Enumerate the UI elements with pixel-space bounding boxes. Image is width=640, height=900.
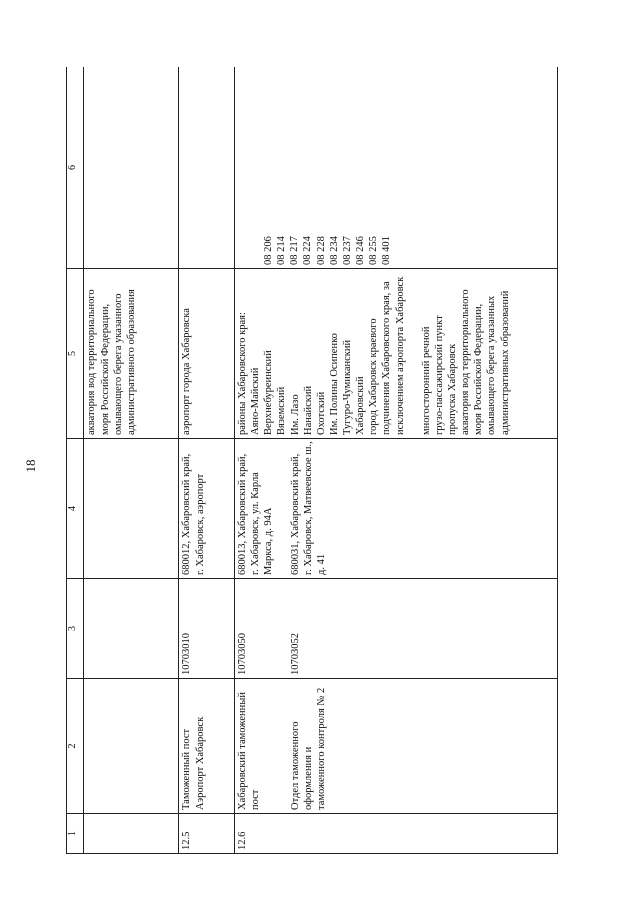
column-header-2: 2 bbox=[67, 679, 84, 814]
okato-code: 08 224 bbox=[302, 236, 314, 265]
cell-num: 12.5 bbox=[179, 814, 235, 854]
text-line: д. 41 bbox=[315, 553, 327, 575]
text-line bbox=[262, 582, 275, 675]
text-line: районы Хабаровского края: bbox=[237, 312, 249, 435]
text-line: моря Российской Федерации, bbox=[99, 303, 111, 435]
text-line: г. Хабаровск, аэропорт bbox=[194, 473, 206, 575]
text-line: исключением аэропорта Хабаровск bbox=[394, 276, 406, 435]
cell-okato bbox=[179, 67, 235, 269]
table-row bbox=[179, 67, 235, 854]
cell-territory bbox=[235, 269, 558, 439]
text-line: Им. Лазо bbox=[289, 394, 301, 435]
cell-num: 12.6 bbox=[235, 814, 558, 854]
okato-code: 08 246 bbox=[354, 236, 366, 265]
text-line: Им. Полины Осипенко bbox=[328, 333, 340, 435]
text-line bbox=[275, 682, 288, 810]
text-line: таможенного контроля № 2 bbox=[315, 687, 327, 810]
text-line: город Хабаровск краевого bbox=[368, 318, 380, 435]
okato-code: 08 206 bbox=[263, 236, 275, 265]
text-line: 680013, Хабаровский край, bbox=[237, 453, 249, 575]
text-line bbox=[275, 442, 288, 575]
text-line: омывающего берега указанного bbox=[112, 293, 124, 435]
cell-address bbox=[179, 439, 235, 579]
cell-address bbox=[84, 439, 179, 579]
okato-code: 08 234 bbox=[328, 236, 340, 265]
text-line bbox=[262, 682, 275, 810]
text-line: административного образования bbox=[125, 289, 137, 435]
text-line: моря Российской Федерации, bbox=[473, 303, 485, 435]
cell-code bbox=[235, 579, 558, 679]
okato-code: 08 214 bbox=[276, 236, 288, 265]
cell-name bbox=[235, 679, 558, 814]
text-line: административных образований bbox=[499, 290, 511, 435]
page-number: 18 bbox=[23, 459, 38, 473]
text-line: 10703050 bbox=[237, 633, 249, 675]
text-line: Аэропорт Хабаровск bbox=[194, 716, 206, 810]
cell-name bbox=[179, 679, 235, 814]
table-row bbox=[84, 67, 179, 854]
text-line: Аяно-Майский bbox=[250, 367, 262, 435]
table-container bbox=[66, 67, 558, 854]
text-line bbox=[275, 582, 288, 675]
column-header-1: 1 bbox=[67, 814, 84, 854]
okato-code: 08 228 bbox=[315, 236, 327, 265]
text-line: Хабаровский bbox=[355, 376, 367, 435]
okato-code: 08 237 bbox=[341, 236, 353, 265]
text-line: оформления и bbox=[302, 746, 314, 810]
cell-territory bbox=[84, 269, 179, 439]
text-line bbox=[407, 272, 420, 435]
column-header-3: 3 bbox=[67, 579, 84, 679]
text-line: Таможенный пост bbox=[181, 728, 193, 810]
okato-list bbox=[236, 70, 393, 265]
text-line: 10703052 bbox=[289, 633, 301, 675]
okato-code: 08 401 bbox=[381, 236, 393, 265]
text-line: 680031, Хабаровский край, bbox=[289, 453, 301, 575]
text-line: 10703010 bbox=[181, 633, 193, 675]
text-line: грузо-пассажирский пункт bbox=[433, 315, 445, 435]
cell-code bbox=[179, 579, 235, 679]
text-line: многосторонний речной bbox=[420, 326, 432, 435]
text-line: Верхнебуреинский bbox=[263, 350, 275, 435]
text-line: пропуска Хабаровск bbox=[447, 343, 459, 435]
text-line: Хабаровский таможенный bbox=[237, 692, 249, 810]
text-line: Отдел таможенного bbox=[289, 721, 301, 810]
column-header-4: 4 bbox=[67, 439, 84, 579]
column-header-6: 6 bbox=[67, 67, 84, 269]
column-header-5: 5 bbox=[67, 269, 84, 439]
text-line: Вяземский bbox=[276, 386, 288, 435]
customs-table bbox=[66, 67, 558, 854]
cell-name bbox=[84, 679, 179, 814]
text-line: акватория вод территориального bbox=[460, 289, 472, 435]
text-line: подчинения Хабаровского края, за bbox=[381, 281, 393, 435]
cell-territory bbox=[179, 269, 235, 439]
cell-okato bbox=[235, 67, 558, 269]
text-line: омывающего берега указанных bbox=[486, 295, 498, 435]
text-line: пост bbox=[250, 789, 262, 810]
text-line: аэропорт города Хабаровска bbox=[181, 308, 193, 435]
text-line: 680012, Хабаровский край, bbox=[181, 453, 193, 575]
text-line: Нанайский bbox=[302, 385, 314, 435]
cell-okato bbox=[84, 67, 179, 269]
text-line: Тугуро-Чумиканский bbox=[342, 339, 354, 435]
cell-code bbox=[84, 579, 179, 679]
table-row bbox=[235, 67, 558, 854]
text-line: г. Хабаровск, Матвеевское ш., bbox=[302, 441, 314, 575]
text-line: Маркса, д. 94А bbox=[263, 507, 275, 575]
text-line: акватория вод территориального bbox=[86, 289, 98, 435]
cell-num bbox=[84, 814, 179, 854]
okato-code: 08 255 bbox=[368, 236, 380, 265]
cell-address bbox=[235, 439, 558, 579]
rotated-table-frame bbox=[66, 67, 558, 854]
text-line: г. Хабаровск, ул. Карла bbox=[250, 472, 262, 575]
text-line: Охотский bbox=[315, 391, 327, 435]
header-row bbox=[67, 67, 84, 854]
okato-code: 08 217 bbox=[289, 236, 301, 265]
text-line bbox=[249, 582, 262, 675]
